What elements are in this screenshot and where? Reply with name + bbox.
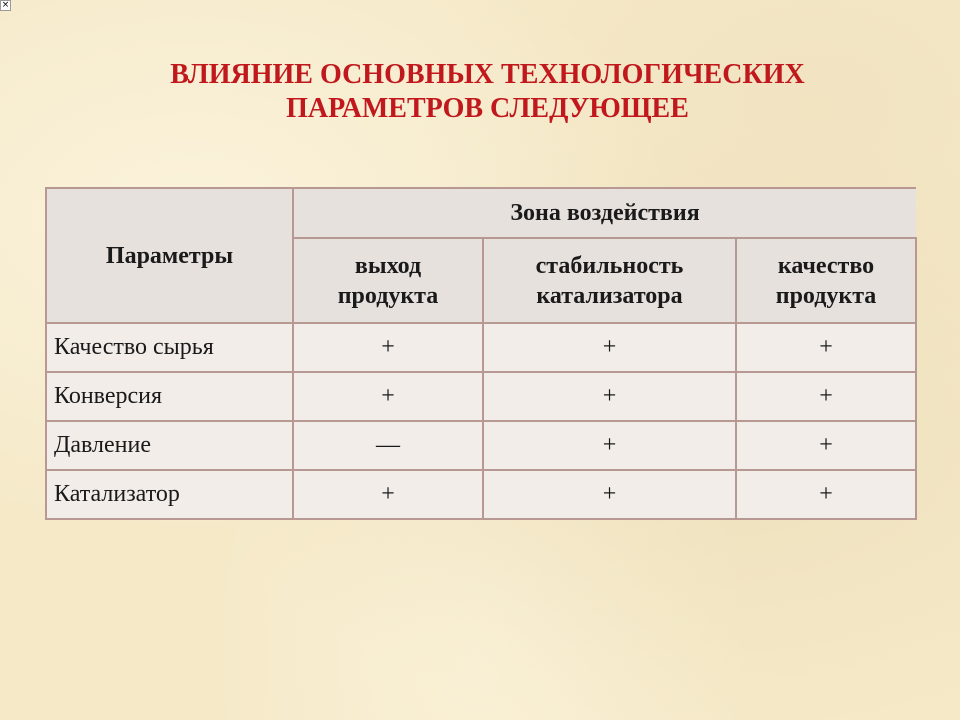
- table-cell: +: [736, 421, 916, 470]
- column-header-product-quality: качество продукта: [736, 238, 916, 323]
- column-header-product-yield: выход продукта: [293, 238, 483, 323]
- table-header-row: [46, 188, 916, 238]
- table-cell: +: [736, 470, 916, 519]
- table-cell: +: [483, 470, 736, 519]
- parameters-header: Параметры: [46, 188, 293, 323]
- table-cell: +: [736, 372, 916, 421]
- table-cell: +: [483, 372, 736, 421]
- table-cell: —: [293, 421, 483, 470]
- slide-title-line-1: ВЛИЯНИЕ ОСНОВНЫХ ТЕХНОЛОГИЧЕСКИХ: [170, 59, 805, 90]
- table-cell: +: [293, 470, 483, 519]
- row-label: Давление: [46, 421, 293, 470]
- table-row: [46, 323, 916, 372]
- slide-title: [60, 58, 915, 126]
- row-label: Качество сырья: [46, 323, 293, 372]
- table-cell: +: [483, 323, 736, 372]
- impact-zone-header: Зона воздействия: [293, 188, 916, 238]
- table-row: [46, 421, 916, 470]
- slide-title-line-2: ПАРАМЕТРОВ СЛЕДУЮЩЕЕ: [286, 93, 689, 124]
- table-cell: +: [736, 323, 916, 372]
- table-cell: +: [293, 372, 483, 421]
- row-label: Катализатор: [46, 470, 293, 519]
- table-row: [46, 372, 916, 421]
- parameters-table: [45, 187, 917, 520]
- table-cell: +: [293, 323, 483, 372]
- table-cell: +: [483, 421, 736, 470]
- column-header-catalyst-stability: стабильность катализатора: [483, 238, 736, 323]
- close-icon[interactable]: ×: [1, 0, 10, 10]
- table-row: [46, 470, 916, 519]
- row-label: Конверсия: [46, 372, 293, 421]
